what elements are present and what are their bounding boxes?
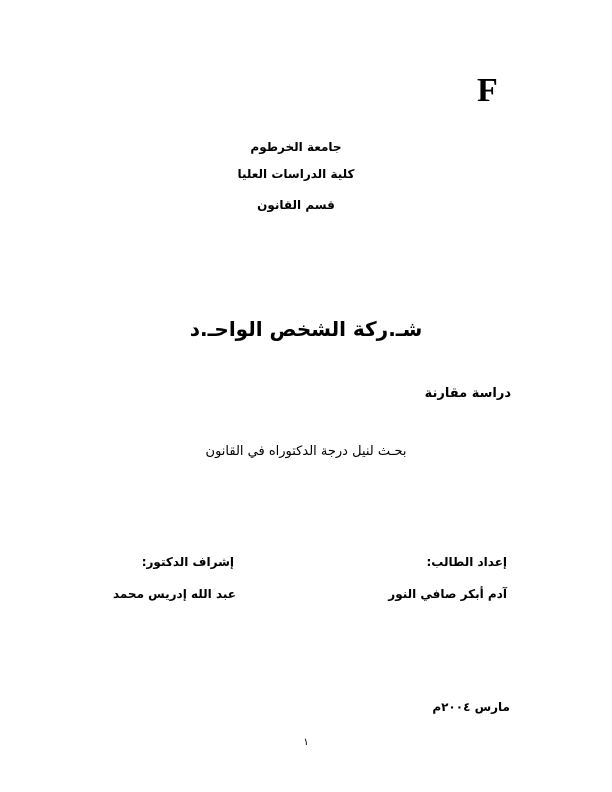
degree-statement: بحـث لنيل درجة الدكتوراه في القانون [205, 444, 407, 459]
student-label: إعداد الطالب: [426, 555, 507, 569]
college-name: كلية الدراسات العليا [237, 167, 355, 181]
submission-date: مارس ٢٠٠٤م [432, 700, 510, 714]
thesis-subtitle: دراسة مقارنة [424, 386, 511, 401]
student-name: آدم أبكر صافي النور [388, 587, 507, 601]
thesis-title: شـ.ركة الشخص الواحـ.د [189, 317, 423, 341]
department-name: قسم القانون [257, 198, 335, 212]
supervisor-name: عبد الله إدريس محمد [112, 587, 236, 601]
university-name: جامعة الخرطوم [250, 140, 342, 154]
page-number: ١ [303, 737, 309, 748]
supervisor-label: إشراف الدكتور: [141, 555, 234, 569]
corner-mark: F [477, 72, 498, 109]
